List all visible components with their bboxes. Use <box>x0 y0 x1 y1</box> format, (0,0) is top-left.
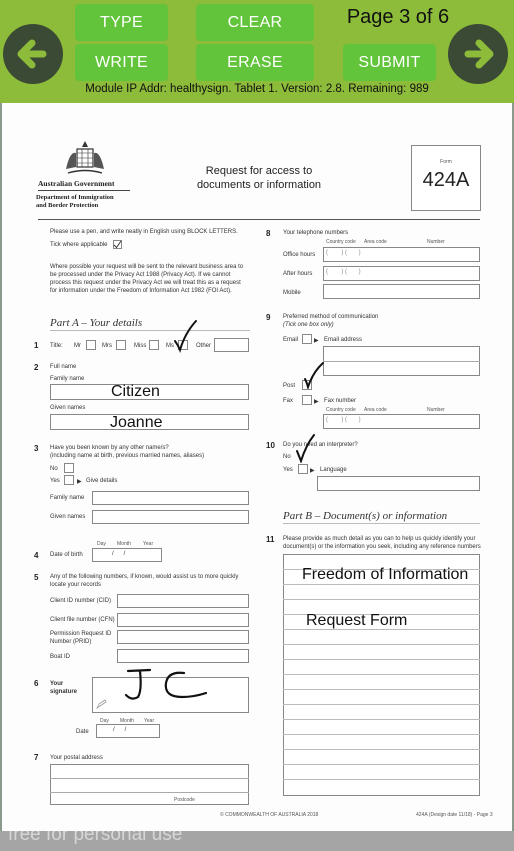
area-code-label: Area code <box>364 239 387 245</box>
q3-text-2: (including name at birth, previous married names, aliases) <box>50 453 205 459</box>
postal-address-input[interactable] <box>50 764 249 805</box>
sig-day-label: Day <box>100 718 109 724</box>
page-indicator: Page 3 of 6 <box>346 6 450 28</box>
year-label: Year <box>143 541 154 547</box>
sig-date-input[interactable] <box>96 724 160 738</box>
mrs-checkbox[interactable] <box>116 340 126 350</box>
sig-month-label: Month <box>120 718 134 724</box>
module-info: Module IP Addr: healthysign. Tablet 1. Version: 2.8. Remaining: 989 <box>85 83 429 95</box>
interp-yes-label: Yes <box>283 467 293 473</box>
given-names-value: Joanne <box>110 414 163 431</box>
signature-label: signature <box>50 689 78 695</box>
miss-checkbox[interactable] <box>149 340 159 350</box>
month-label: Month <box>117 541 131 547</box>
mr-checkbox[interactable] <box>86 340 96 350</box>
q10-number: 10 <box>266 441 275 450</box>
dob-input[interactable] <box>92 548 162 562</box>
watermark: free for personal use <box>8 824 183 845</box>
privacy-line: Where possible your request will be sent to the relevant business area to <box>50 264 244 270</box>
arrow-left-icon <box>3 24 63 84</box>
toolbar <box>0 0 514 103</box>
your-label: Your <box>50 681 64 687</box>
type-button[interactable]: TYPE <box>75 4 168 41</box>
mrs-label: Mrs <box>102 343 112 349</box>
prid-label-2: Number (PRID) <box>50 639 92 645</box>
write-button[interactable]: WRITE <box>75 44 168 81</box>
phone-label: Your telephone numbers <box>283 230 349 236</box>
fax-separators: ( ) ( ) <box>326 417 361 423</box>
arrow-right-small-icon: ▶ <box>77 479 82 485</box>
post-handwritten-tick <box>302 361 326 389</box>
form-label: Form <box>440 159 452 165</box>
page-footer-text: 424A (Design date 11/18) - Page 3 <box>416 812 493 818</box>
q3-number: 3 <box>34 444 39 453</box>
office-hours-label: Office hours <box>283 252 316 258</box>
client-id-input[interactable] <box>117 594 249 608</box>
q4-number: 4 <box>34 551 39 560</box>
privacy-line: be processed under the Privacy Act 1988 (Privacy Act). If we cannot <box>50 272 231 278</box>
q11-value-line2: Request Form <box>306 612 408 629</box>
interpreter-yes-checkbox[interactable] <box>298 464 308 474</box>
q2-number: 2 <box>34 363 39 372</box>
boat-id-label: Boat ID <box>50 654 71 660</box>
privacy-line: process this request under the Privacy Act we will treat this as a request <box>50 280 241 286</box>
arrow-right-small-icon: ▶ <box>310 468 315 474</box>
gov-line3: and Border Protection <box>36 202 99 209</box>
email-label: Email <box>283 337 299 343</box>
mobile-input[interactable] <box>323 284 480 299</box>
arrow-right-icon <box>448 24 508 84</box>
privacy-line: for information under the Freedom of Information Act 1982 (FOI Act). <box>50 288 232 294</box>
q9-text: Preferred method of communication <box>283 314 379 320</box>
coat-of-arms-icon <box>62 139 108 177</box>
number-label: Number <box>427 239 445 245</box>
gov-line1: Australian Government <box>38 179 115 188</box>
q3-text: Have you been known by any other name/s? <box>50 445 169 451</box>
q5-text-2: locate your records <box>50 582 102 588</box>
gov-line2: Department of Immigration <box>36 194 114 201</box>
intro-text: Please use a pen, and write neatly in English using BLOCK LETTERS. <box>50 229 238 235</box>
country-code-label: Country code <box>326 239 356 245</box>
yes-label: Yes <box>50 478 60 484</box>
postcode-label: Postcode <box>174 797 195 803</box>
arrow-right-small-icon: ▶ <box>314 399 319 405</box>
email-address-label: Email address <box>324 337 363 343</box>
q7-number: 7 <box>34 753 39 762</box>
pen-icon <box>96 699 108 709</box>
interp-no-label: No <box>283 454 291 460</box>
ms-label: Ms <box>166 343 174 349</box>
q9-number: 9 <box>266 313 271 322</box>
other-given-names-input[interactable] <box>92 510 249 524</box>
part-a-heading: Part A – Your details <box>50 317 143 329</box>
submit-button[interactable]: SUBMIT <box>343 44 436 81</box>
other-given-names-label: Given names <box>50 514 86 520</box>
mobile-label: Mobile <box>283 290 301 296</box>
postal-label: Your postal address <box>50 755 103 761</box>
form-title-2: documents or information <box>196 179 322 191</box>
fax-country-code-label: Country code <box>326 407 356 413</box>
client-id-label: Client ID number (CID) <box>50 598 112 604</box>
prid-input[interactable] <box>117 630 249 644</box>
other-label: Other <box>196 343 212 349</box>
q6-number: 6 <box>34 679 39 688</box>
q11-text: Please provide as much detail as you can to help us quickly identify your <box>283 536 476 542</box>
q1-number: 1 <box>34 341 39 350</box>
family-name-label: Family name <box>50 376 85 382</box>
q11-details-input[interactable] <box>283 554 480 796</box>
q11-number: 11 <box>266 535 275 544</box>
other-names-yes-checkbox[interactable] <box>64 475 74 485</box>
other-family-name-label: Family name <box>50 495 85 501</box>
fax-number-label: Fax number <box>324 398 357 404</box>
prev-page-button[interactable] <box>3 24 63 84</box>
tick-label: Tick where applicable <box>50 242 108 248</box>
other-names-no-checkbox[interactable] <box>64 463 74 473</box>
email-checkbox[interactable] <box>302 334 312 344</box>
boat-id-input[interactable] <box>117 649 249 663</box>
q5-number: 5 <box>34 573 39 582</box>
sig-date-label: Date <box>76 729 89 735</box>
full-name-label: Full name <box>50 364 77 370</box>
give-details-label: Give details <box>86 478 118 484</box>
miss-label: Miss <box>134 343 147 349</box>
other-family-name-input[interactable] <box>92 491 249 505</box>
day-label: Day <box>97 541 106 547</box>
fax-checkbox[interactable] <box>302 395 312 405</box>
interpreter-handwritten-tick <box>294 433 318 463</box>
next-page-button[interactable] <box>448 24 508 84</box>
family-name-value: Citizen <box>111 383 160 400</box>
dob-separator: / / <box>112 551 126 557</box>
form-page <box>2 103 512 831</box>
sig-year-label: Year <box>144 718 155 724</box>
q11-value-line1: Freedom of Information <box>302 566 469 583</box>
part-b-heading: Part B – Document(s) or information <box>283 510 448 522</box>
erase-button[interactable]: ERASE <box>196 44 314 81</box>
phone-separators: ( ) ( ) <box>326 250 361 256</box>
clear-button[interactable]: CLEAR <box>196 4 314 41</box>
fax-area-code-label: Area code <box>364 407 387 413</box>
post-label: Post <box>283 383 296 389</box>
phone-separators: ( ) ( ) <box>326 269 361 275</box>
dob-label: Date of birth <box>50 552 83 558</box>
after-hours-label: After hours <box>283 271 313 277</box>
ms-handwritten-tick <box>172 319 198 353</box>
prid-label: Permission Request ID <box>50 631 112 637</box>
fax-number-col-label: Number <box>427 407 445 413</box>
copyright-text: © COMMONWEALTH OF AUSTRALIA 2018 <box>220 812 319 818</box>
check-icon <box>113 240 122 249</box>
q11-text-2: document(s) or the information you seek, including any reference numbers <box>283 544 481 550</box>
language-label: Language <box>320 467 347 473</box>
no-label: No <box>50 466 58 472</box>
given-names-label: Given names <box>50 405 86 411</box>
sig-date-separator: / / <box>113 727 127 733</box>
mr-label: Mr <box>74 343 81 349</box>
q5-text: Any of the following numbers, if known, would assist us to more quickly <box>50 574 239 580</box>
q8-number: 8 <box>266 229 271 238</box>
language-input[interactable] <box>317 476 480 491</box>
q10-text: Do you need an interpreter? <box>283 442 358 448</box>
title-label: Title: <box>50 343 63 349</box>
q9-text-2: (Tick one box only) <box>283 322 334 328</box>
other-title-input[interactable] <box>214 338 249 352</box>
arrow-right-small-icon: ▶ <box>314 338 319 344</box>
fax-label: Fax <box>283 398 294 404</box>
client-file-label: Client file number (CFN) <box>50 617 115 623</box>
form-title-1: Request for access to <box>205 165 313 177</box>
form-number: 424A <box>422 169 470 191</box>
client-file-input[interactable] <box>117 613 249 627</box>
signature-drawing <box>120 667 212 703</box>
